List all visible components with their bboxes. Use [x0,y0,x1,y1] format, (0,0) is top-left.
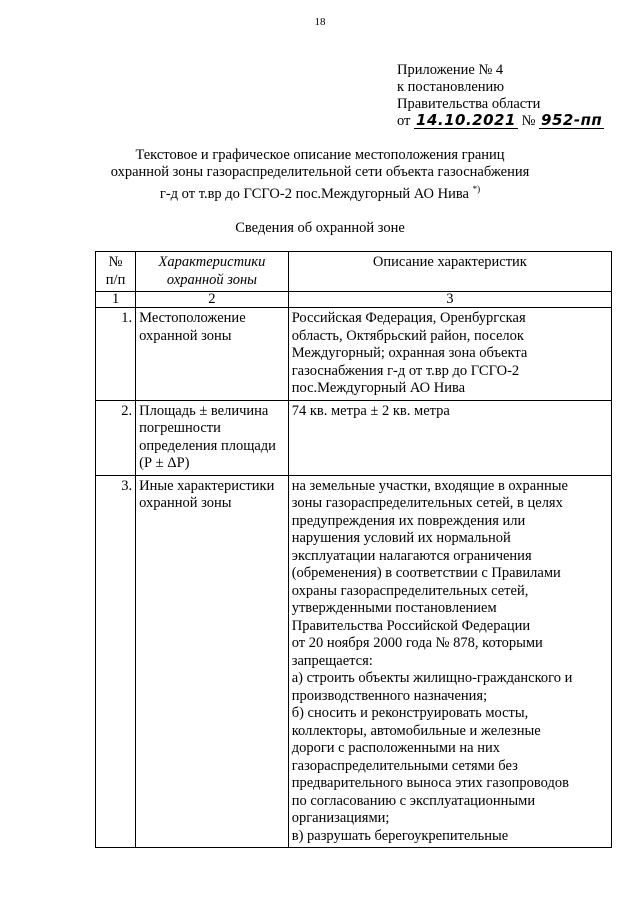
row-characteristic [136,308,289,401]
description-line: коллекторы, автомобильные и железные [291,722,541,739]
title-line-1: Текстовое и графическое описание местоположения границ [135,147,505,163]
description-line: эксплуатации налагаются ограничения [291,547,532,564]
from-label: от [397,113,411,129]
description-line: дороги с расположенными на них [291,740,500,756]
characteristic-line: Иные характеристики [139,477,275,494]
appendix-ref: к постановлению [397,79,505,95]
section-subtitle: Сведения об охранной зоне [235,220,405,236]
characteristic-line: погрешности [139,420,221,436]
appendix-authority: Правительства области [397,96,541,112]
description-line: область, Октябрьский район, поселок [291,327,524,344]
page-number: 18 [314,16,326,28]
row-characteristic [136,400,289,475]
header-characteristics-line1: Характеристики [158,254,266,270]
description-line: Российская Федерация, Оренбургская [291,310,526,326]
title-line-2: охранной зоны газораспределительной сети объекта газоснабжения [110,164,530,180]
header-characteristics-line2: охранной зоны [166,271,257,288]
description-line: нарушения условий их нормальной [291,530,511,546]
description-line: (обременения) в соответствии с Правилами [291,565,561,581]
table-row [96,308,612,401]
numbering-cell: 2 [136,292,289,308]
decree-number: 952-пп [541,111,603,129]
appendix-date-line [397,113,604,130]
header-number-line2: п/п [105,271,126,288]
description-line: по согласованию с эксплуатационными [291,792,536,809]
header-characteristics [136,252,289,292]
description-line: утвержденными постановлением [291,600,497,616]
row-description [288,475,611,848]
characteristic-line: охранной зоны [139,495,232,511]
title-line-3-text: г-д от т.вр до ГСГО-2 пос.Междугорный АО Нива [159,185,469,202]
document-title [0,147,640,203]
protection-zone-table [95,251,612,848]
footnote-mark: *) [472,184,481,194]
description-line: пос.Междугорный АО Нива [291,380,466,396]
description-line: зоны газораспределительных сетей, в целях [291,495,563,511]
description-line: от 20 ноября 2000 года № 878, которыми [291,635,543,651]
header-description: Описание характеристик [288,252,611,292]
row-number: 1. [96,308,136,401]
description-line: 74 кв. метра ± 2 кв. метра [291,402,450,419]
description-line: запрещается: [291,652,373,669]
description-line: организациями; [291,810,390,826]
row-characteristic [136,475,289,848]
numbering-cell: 3 [288,292,611,308]
table-header-row [96,252,612,292]
description-line: газораспределительными сетями без [291,757,518,774]
row-description [288,308,611,401]
table-body [96,308,612,848]
characteristic-line: охранной зоны [139,327,232,344]
characteristic-line: определения площади [139,437,276,454]
description-line: б) сносить и реконструировать мосты, [291,705,529,721]
table-numbering-row [96,292,612,308]
description-line: в) разрушать берегоукрепительные [291,827,509,844]
description-line: Междугорный; охранная зона объекта [291,345,528,361]
appendix-block [397,62,604,130]
description-line: охраны газораспределительных сетей, [291,582,529,599]
description-line: а) строить объекты жилищно-гражданского и [291,670,573,686]
title-line-3 [0,181,640,203]
row-number: 2. [96,400,136,475]
description-line: предварительного выноса этих газопроводов [291,775,569,791]
description-line: Правительства Российской Федерации [291,617,531,634]
table-row [96,475,612,848]
appendix-title: Приложение № 4 [397,62,504,78]
characteristic-line: Местоположение [139,310,246,326]
header-number-line1: № [108,254,123,270]
description-line: на земельные участки, входящие в охранные [291,477,568,494]
number-label: № [521,113,536,129]
characteristic-line: (Р ± ΔР) [139,455,190,471]
header-number [96,252,136,292]
numbering-cell: 1 [96,292,136,308]
description-line: газоснабжения г-д от т.вр до ГСГО-2 [291,362,520,379]
description-line: производственного назначения; [291,687,488,704]
table-row [96,400,612,475]
description-line: предупреждения их повреждения или [291,512,526,529]
characteristic-line: Площадь ± величина [139,402,269,419]
row-description [288,400,611,475]
decree-date: 14.10.2021 [416,111,516,129]
row-number: 3. [96,475,136,848]
